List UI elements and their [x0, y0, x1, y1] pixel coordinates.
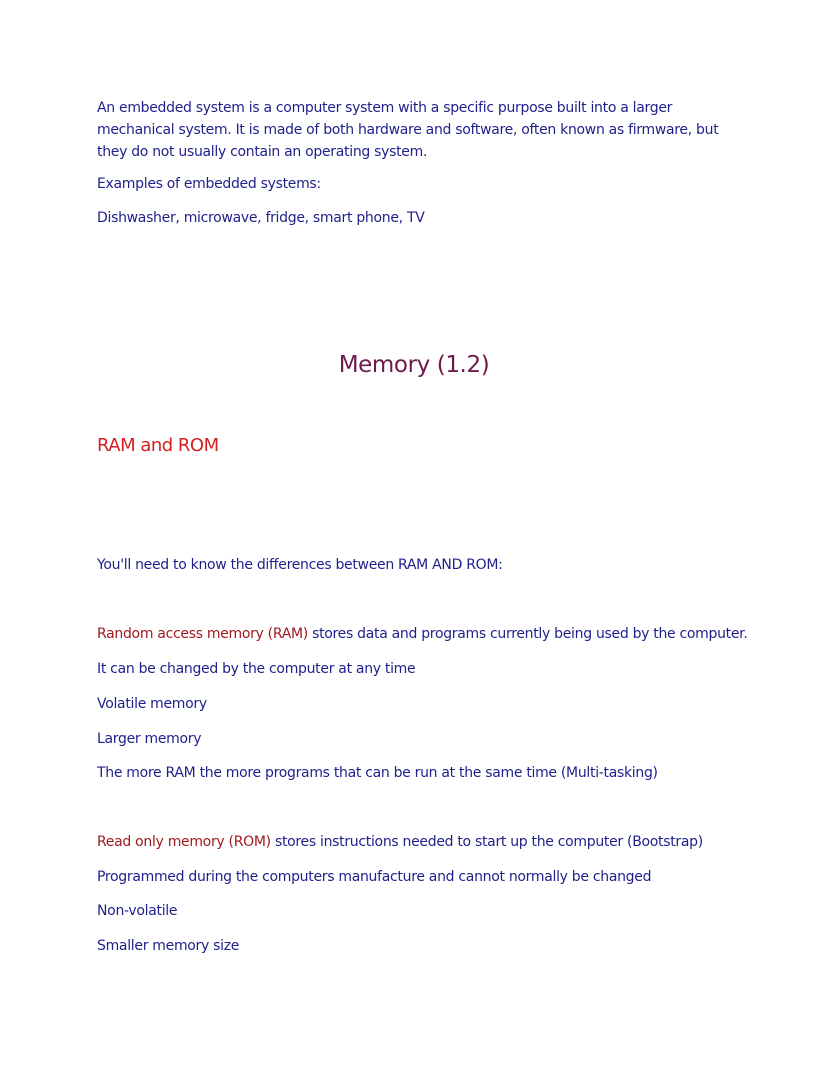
rom-term: Read only memory (ROM): [97, 834, 271, 850]
ram-point: The more RAM the more programs that can be run at the same time (Multi-tasking): [97, 765, 658, 781]
ram-term: Random access memory (RAM): [97, 626, 308, 642]
ram-rom-subheading: RAM and ROM: [97, 435, 219, 456]
examples-list: Dishwasher, microwave, fridge, smart phone, TV: [97, 210, 425, 226]
rom-point: Non-volatile: [97, 903, 178, 919]
memory-heading: Memory (1.2): [338, 352, 490, 378]
ram-definition-text: stores data and programs currently being used by the computer.: [307, 626, 748, 642]
differences-intro: You'll need to know the differences between RAM AND ROM:: [97, 557, 503, 573]
ram-point: It can be changed by the computer at any time: [97, 661, 416, 677]
embedded-system-paragraph: An embedded system is a computer system with a specific purpose built into a larger mechanical system. It is made of both hardware and software, often known as firmware, but they do not usually contain an operating system.: [97, 100, 719, 160]
ram-point: Volatile memory: [97, 696, 207, 712]
rom-point: Smaller memory size: [97, 938, 240, 954]
examples-label: Examples of embedded systems:: [97, 176, 321, 192]
ram-point: Larger memory: [97, 731, 202, 747]
rom-definition-text: stores instructions needed to start up the computer (Bootstrap): [270, 834, 703, 850]
ram-definition: [97, 626, 748, 642]
rom-definition: [97, 834, 703, 850]
rom-point: Programmed during the computers manufacture and cannot normally be changed: [97, 869, 652, 885]
